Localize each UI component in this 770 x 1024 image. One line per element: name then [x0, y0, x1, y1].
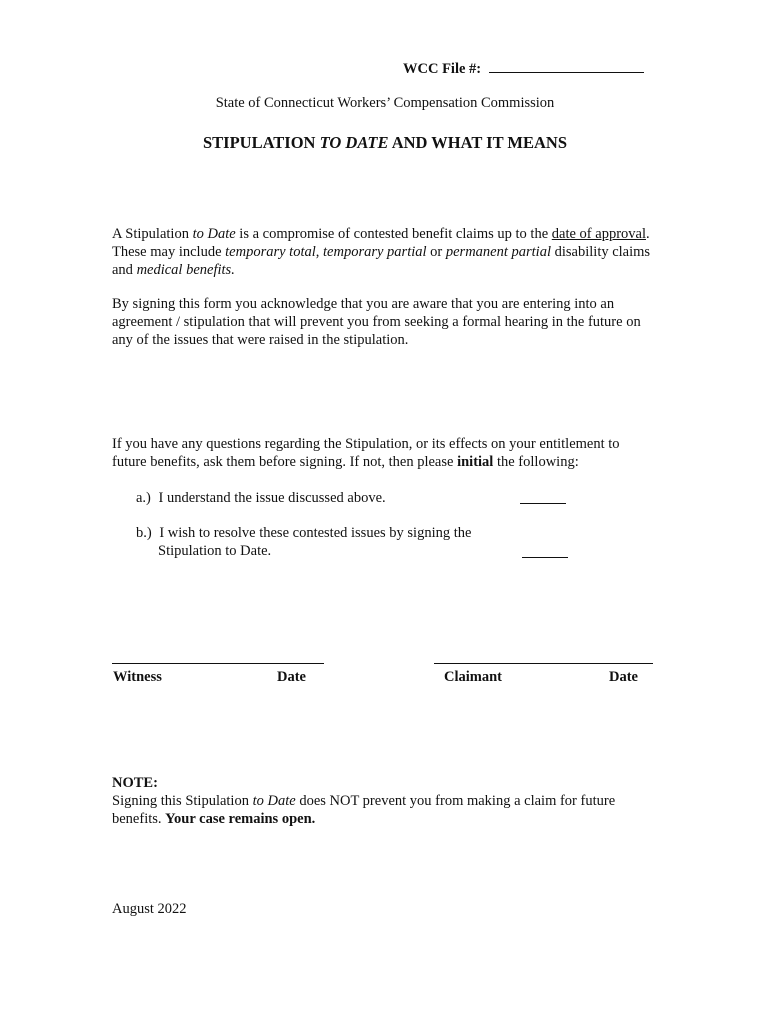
p1-to-date: to Date	[192, 226, 236, 242]
file-number-blank[interactable]	[489, 59, 644, 73]
item-a-marker: a.)	[136, 490, 151, 506]
p1-date-of-approval: date of approval	[551, 226, 646, 242]
note-to-date: to Date	[252, 793, 296, 809]
p3-text-2: the following:	[493, 454, 579, 470]
claimant-signature-line[interactable]	[434, 663, 653, 664]
p1-period: .	[231, 262, 235, 278]
claimant-label: Claimant	[444, 669, 502, 685]
p1-text-2: is a compromise of contested benefit claims up to the	[235, 226, 552, 242]
witness-date-label: Date	[277, 669, 306, 685]
item-b-text-line1: I wish to resolve these contested issues by signing the	[159, 525, 472, 541]
note-heading: NOTE:	[112, 775, 158, 791]
item-b	[136, 524, 471, 542]
title-part-1: STIPULATION	[202, 133, 320, 152]
p1-text-1: A Stipulation	[112, 226, 193, 242]
claimant-date-label: Date	[609, 669, 638, 685]
item-a-text: I understand the issue discussed above.	[158, 490, 386, 506]
file-number-label: WCC File #:	[403, 61, 482, 77]
p1-comma: ,	[315, 244, 324, 260]
p1-permanent-partial: permanent partial	[445, 244, 551, 260]
note-text-1: Signing this Stipulation	[112, 793, 253, 809]
p1-or: or	[426, 244, 446, 260]
questions-paragraph	[112, 435, 657, 471]
p1-temporary-partial: temporary partial	[323, 244, 427, 260]
agency-name: State of Connecticut Workers’ Compensation Commission	[215, 95, 555, 111]
item-b-initial-blank[interactable]	[522, 557, 568, 558]
p1-medical-benefits: medical benefits	[136, 262, 232, 278]
item-b-text-line2: Stipulation to Date.	[158, 543, 272, 559]
title-part-3: AND WHAT IT MEANS	[388, 133, 568, 152]
page-title	[0, 133, 770, 153]
p1-text-4: disability claims and	[112, 244, 651, 278]
item-a	[136, 489, 386, 507]
item-a-initial-blank[interactable]	[520, 503, 566, 504]
p3-initial: initial	[457, 454, 494, 470]
title-part-2: TO DATE	[319, 133, 389, 152]
p3-text-1: If you have any questions regarding the Stipulation, or its effects on your entitlement to future benefits, ask them before signing. If not, then please	[112, 436, 620, 470]
witness-label: Witness	[113, 669, 162, 685]
revision-date: August 2022	[112, 901, 187, 917]
wcc-file-number	[403, 59, 663, 78]
p1-temporary-total: temporary total	[225, 244, 316, 260]
p1-text-3: . These may include	[112, 226, 650, 260]
acknowledgement-paragraph: By signing this form you acknowledge that you are aware that you are entering into an agreement / stipulation that will prevent you from seeking a formal hearing in the future on any of the issues that were raised in the stipulation.	[112, 296, 641, 348]
note-text	[112, 792, 657, 828]
definition-paragraph	[112, 225, 657, 279]
witness-signature-line[interactable]	[112, 663, 324, 664]
note-text-2: does NOT prevent you from making a claim for future benefits.	[112, 793, 616, 827]
note-case-open: Your case remains open.	[165, 811, 316, 827]
item-b-marker: b.)	[136, 525, 152, 541]
